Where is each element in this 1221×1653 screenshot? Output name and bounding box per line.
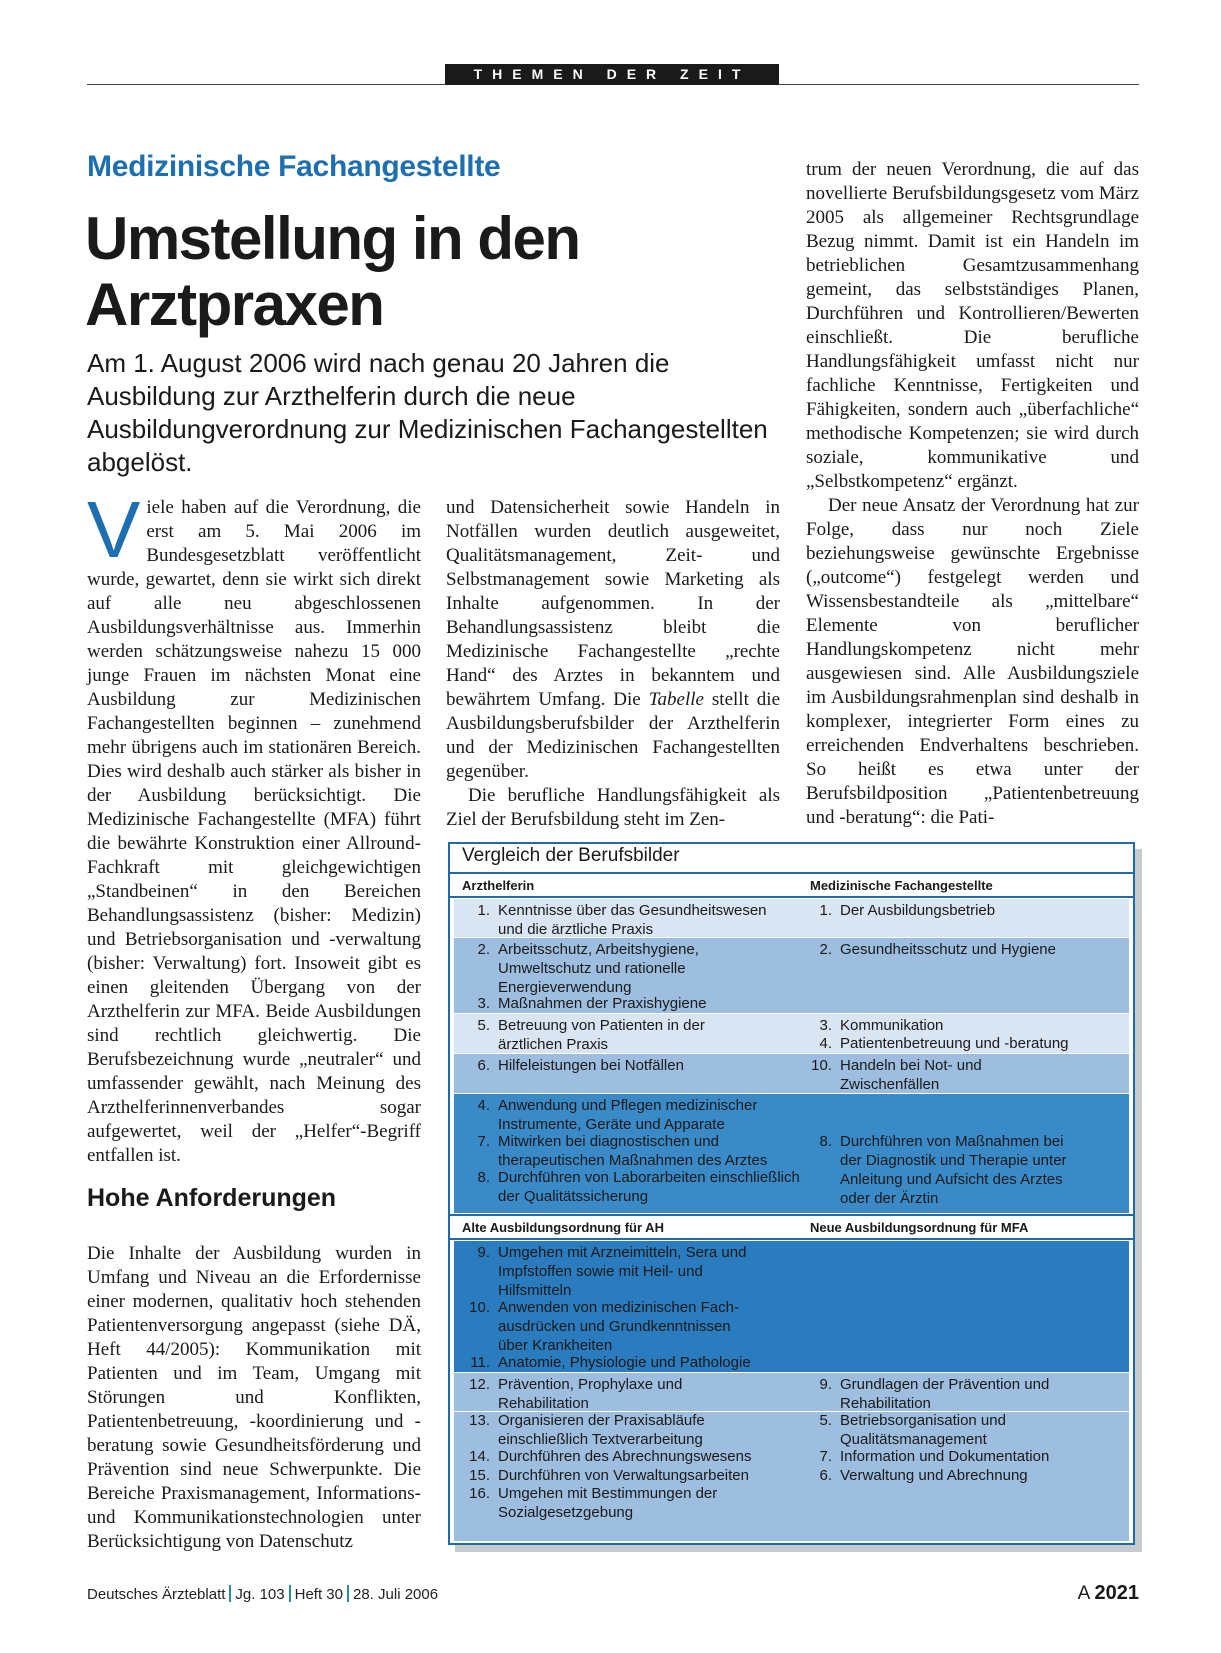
item-text: Instrumente, Geräte und Apparate bbox=[498, 1116, 725, 1133]
comparison-table bbox=[448, 842, 1135, 1545]
item-text: Rehabilitation bbox=[840, 1395, 931, 1412]
item-text: Mitwirken bei diagnostischen und bbox=[498, 1133, 719, 1150]
footer-separator bbox=[229, 1585, 231, 1602]
paragraph: und Datensicherheit sowie Handeln in Notfällen wurden deutlich ausgeweitet, Qualitätsmanagement, Zeit- und Selbstmanagement sowie Marketing als Inhalte aufgenommen. In der Behandlungsassistenz bleibt die Medizinische Fachangestellte „rechte Hand“ des Arztes in bekanntem und bewährtem Umfang. Die Tabelle stellt die Ausbildungsberufsbilder der Arzthelferin und der Medizinischen Fachangestellten gegenüber. bbox=[446, 497, 781, 782]
item-number: 4. bbox=[819, 1035, 832, 1052]
item-text: und die ärztliche Praxis bbox=[498, 921, 654, 938]
item-number: 9. bbox=[477, 1244, 490, 1261]
article-lead: Am 1. August 2006 wird nach genau 20 Jahren die Ausbildung zur Arzthelferin durch die neue Ausbildungverordnung zur Medizinischen Fachangestellten abgelöst. bbox=[87, 348, 768, 477]
item-text: der Qualitätssicherung bbox=[498, 1188, 649, 1205]
table-header-right: Medizinische Fachangestellte bbox=[810, 878, 993, 893]
paragraph: trum der neuen Verordnung, die auf das novellierte Berufsbildungsgesetz vom März 2005 als allgemeiner Rechtsgrundlage Bezug nimmt. Damit ist ein Handeln im betrieblichen Gesamtzusammenhang gemeint, das selbstständiges Planen, Durchführen und Kontrollieren/Bewerten einschließt. Die berufliche Handlungsfähigkeit umfasst nicht nur fachliche Kenntnisse, Fertigkeiten und Fähigkeiten, sondern auch „überfachliche“ methodische Kompetenzen; sie wird durch soziale, kommunikative und „Selbstkompetenz“ ergänzt. bbox=[806, 159, 1139, 492]
paragraph: Viele haben auf die Verordnung, die erst am 5. Mai 2006 im Bundesgesetzblatt veröffentlicht wurde, gewartet, denn sie wirkt sich direkt auf alle neu abgeschlossenen Ausbildungsverhältnisse aus. Immerhin werden schätzungsweise nahezu 15 000 junge Frauen im nächsten Monat eine Ausbildung zur Medizinischen Fachangestellten beginnen – zunehmend mehr übrigens auch im stationären Bereich. Dies wird deshalb auch stärker als bisher in der Ausbildung berücksichtigt. Die Medizinische Fachangestellte (MFA) führt die bewährte Konstruktion einer Allround-Fachkraft mit gleichgewichtigen „Standbeinen“ in den Bereichen Behandlungsassistenz (bisher: Medizin) und Betriebsorganisation und -verwaltung (bisher: Verwaltung) fort. Insoweit gibt es einen gleitenden Übergang von der Arzthelferin zur MFA. Beide Ausbildungen sind rechtlich gleichwertig. Die Berufsbezeichnung wurde „neutraler“ und umfassender gewählt, nach Meinung des Arzthelferinnenverbandes sogar aufgewertet, weil der „Helfer“-Begriff entfallen ist. bbox=[87, 485, 421, 1166]
item-text: Handeln bei Not- und bbox=[840, 1057, 982, 1074]
page-number: A 2021 bbox=[1077, 1582, 1139, 1604]
item-number: 13. bbox=[469, 1412, 490, 1429]
item-text: Anatomie, Physiologie und Pathologie bbox=[498, 1354, 751, 1371]
item-text: Der Ausbildungsbetrieb bbox=[840, 902, 996, 919]
item-number: 4. bbox=[477, 1097, 490, 1114]
table-header-left: Arzthelferin bbox=[462, 878, 535, 893]
body-column-2 bbox=[446, 496, 780, 832]
item-text: Anleitung und Aufsicht des Arztes bbox=[840, 1171, 1063, 1188]
table-title: Vergleich der Berufsbilder bbox=[462, 845, 680, 866]
item-text: Umgehen mit Arzneimitteln, Sera und bbox=[498, 1244, 747, 1261]
item-text: Kommunikation bbox=[840, 1017, 944, 1034]
paragraph: Die berufliche Handlungsfähigkeit als Ziel der Berufsbildung steht im Zen- bbox=[446, 785, 780, 830]
item-number: 10. bbox=[469, 1299, 490, 1316]
item-text: Impfstoffen sowie mit Heil- und bbox=[498, 1263, 703, 1280]
item-text: ausdrücken und Grundkenntnissen bbox=[498, 1318, 731, 1335]
item-number: 2. bbox=[477, 941, 490, 958]
item-text: Energieverwendung bbox=[498, 979, 632, 996]
item-number: 2. bbox=[819, 941, 832, 958]
item-text: Patientenbetreuung und -beratung bbox=[840, 1035, 1069, 1052]
item-text: Rehabilitation bbox=[498, 1395, 589, 1412]
article-kicker: Medizinische Fachangestellte bbox=[87, 150, 501, 183]
journal-volume: Jg. 103 bbox=[235, 1586, 285, 1603]
table-header-left: Alte Ausbildungsordnung für AH bbox=[462, 1220, 664, 1235]
item-number: 3. bbox=[477, 995, 490, 1012]
item-text: Hilfsmitteln bbox=[498, 1282, 572, 1299]
item-text: über Krankheiten bbox=[498, 1337, 613, 1354]
journal-name: Deutsches Ärzteblatt bbox=[87, 1586, 226, 1603]
item-text: Kenntnisse über das Gesundheitswesen bbox=[498, 902, 767, 919]
item-number: 6. bbox=[819, 1467, 832, 1484]
item-number: 16. bbox=[469, 1485, 490, 1502]
item-text: Zwischenfällen bbox=[840, 1076, 940, 1093]
item-text: Betriebsorganisation und bbox=[840, 1412, 1006, 1429]
item-text: Umgehen mit Bestimmungen der bbox=[498, 1485, 718, 1502]
item-text: Umweltschutz und rationelle bbox=[498, 960, 686, 977]
table-divider bbox=[450, 1238, 1133, 1240]
item-text: therapeutischen Maßnahmen des Arztes bbox=[498, 1152, 768, 1169]
item-text: einschließlich Textverarbeitung bbox=[498, 1431, 703, 1448]
body-column-1-continued bbox=[87, 1242, 421, 1554]
item-number: 6. bbox=[477, 1057, 490, 1074]
item-number: 3. bbox=[819, 1017, 832, 1034]
item-text: Gesundheitsschutz und Hygiene bbox=[840, 941, 1056, 958]
item-text: Durchführen von Verwaltungsarbeiten bbox=[498, 1467, 749, 1484]
page-footer bbox=[87, 1585, 438, 1603]
item-text: Prävention, Prophylaxe und bbox=[498, 1376, 683, 1393]
item-text: Durchführen von Laborarbeiten einschließlich bbox=[498, 1169, 800, 1186]
paragraph: Die Inhalte der Ausbildung wurden in Umfang und Niveau an die Erfordernisse einer modernen, qualitativ hoch stehenden Patientenversorgung angepasst (siehe DÄ, Heft 44/2005): Kommunikation mit Patienten und im Team, Umgang mit Störungen und Konflikten, Patientenbetreuung, -koordinierung und -beratung sowie Gesundheitsförderung und Prävention sind neue Schwerpunkte. Die Bereiche Praxismanagement, Informations- und Kommunikationstechnologien unter Berücksichtigung von Datenschutz bbox=[87, 1243, 421, 1552]
item-text: Grundlagen der Prävention und bbox=[840, 1376, 1050, 1393]
item-text: Organisieren der Praxisabläufe bbox=[498, 1412, 705, 1429]
item-text: Sozialgesetzgebung bbox=[498, 1504, 634, 1521]
item-text: Anwenden von medizinischen Fach- bbox=[498, 1299, 739, 1316]
item-number: 5. bbox=[477, 1017, 490, 1034]
journal-issue: Heft 30 bbox=[294, 1586, 343, 1603]
item-text: Hilfeleistungen bei Notfällen bbox=[498, 1057, 684, 1074]
item-text: Durchführen des Abrechnungswesens bbox=[498, 1448, 752, 1465]
section-rubric: THEMEN DER ZEIT bbox=[445, 64, 779, 85]
item-number: 12. bbox=[469, 1376, 490, 1393]
footer-separator bbox=[289, 1585, 291, 1602]
table-header-row bbox=[450, 874, 1133, 896]
item-text: Arbeitsschutz, Arbeitshygiene, bbox=[498, 941, 699, 958]
item-number: 8. bbox=[819, 1133, 832, 1150]
item-number: 9. bbox=[819, 1376, 832, 1393]
journal-date: 28. Juli 2006 bbox=[353, 1586, 439, 1603]
item-text: Durchführen von Maßnahmen bei bbox=[840, 1133, 1064, 1150]
footer-separator bbox=[347, 1585, 349, 1602]
table-divider bbox=[450, 896, 1133, 898]
body-column-3 bbox=[806, 158, 1139, 830]
subheading: Hohe Anforderungen bbox=[87, 1184, 337, 1212]
item-text: Betreuung von Patienten in der bbox=[498, 1017, 705, 1034]
item-text: der Diagnostik und Therapie unter bbox=[840, 1152, 1067, 1169]
item-number: 14. bbox=[469, 1448, 490, 1465]
article-title: Umstellung in den Arztpraxen bbox=[85, 205, 580, 338]
item-number: 1. bbox=[819, 902, 832, 919]
table-header-row bbox=[450, 1216, 1133, 1238]
item-text: Verwaltung und Abrechnung bbox=[840, 1467, 1028, 1484]
item-number: 10. bbox=[811, 1057, 832, 1074]
item-text: ärztlichen Praxis bbox=[498, 1036, 609, 1053]
item-number: 8. bbox=[477, 1169, 490, 1186]
item-text: Information und Dokumentation bbox=[840, 1448, 1050, 1465]
body-column-1 bbox=[87, 485, 421, 1168]
item-text: Qualitätsmanagement bbox=[840, 1431, 987, 1448]
item-text: Maßnahmen der Praxishygiene bbox=[498, 995, 707, 1012]
item-text: Anwendung und Pflegen medizinischer bbox=[498, 1097, 758, 1114]
item-number: 5. bbox=[819, 1412, 832, 1429]
table-header-right: Neue Ausbildungsordnung für MFA bbox=[810, 1220, 1029, 1235]
dropcap: V bbox=[87, 485, 141, 574]
item-text: oder der Ärztin bbox=[840, 1190, 939, 1207]
item-number: 7. bbox=[477, 1133, 490, 1150]
item-number: 7. bbox=[819, 1448, 832, 1465]
item-number: 15. bbox=[469, 1467, 490, 1484]
item-number: 11. bbox=[470, 1354, 490, 1371]
paragraph: Der neue Ansatz der Verordnung hat zur Folge, dass nur noch Ziele beziehungsweise gewünschte Ergebnisse („outcome“) festgelegt werden und Wissensbestandteile als „mittelbare“ Elemente von beruflicher Handlungskompetenz nicht mehr ausgewiesen sind. Alle Ausbildungsziele im Ausbildungsrahmenplan sind deshalb in komplexer, integrierter Form eines zu erreichenden Endverhaltens beschrieben. So heißt es etwa unter der Berufsbildposition „Patientenbetreuung und -beratung“: die Pati- bbox=[806, 495, 1139, 828]
item-number: 1. bbox=[477, 902, 490, 919]
